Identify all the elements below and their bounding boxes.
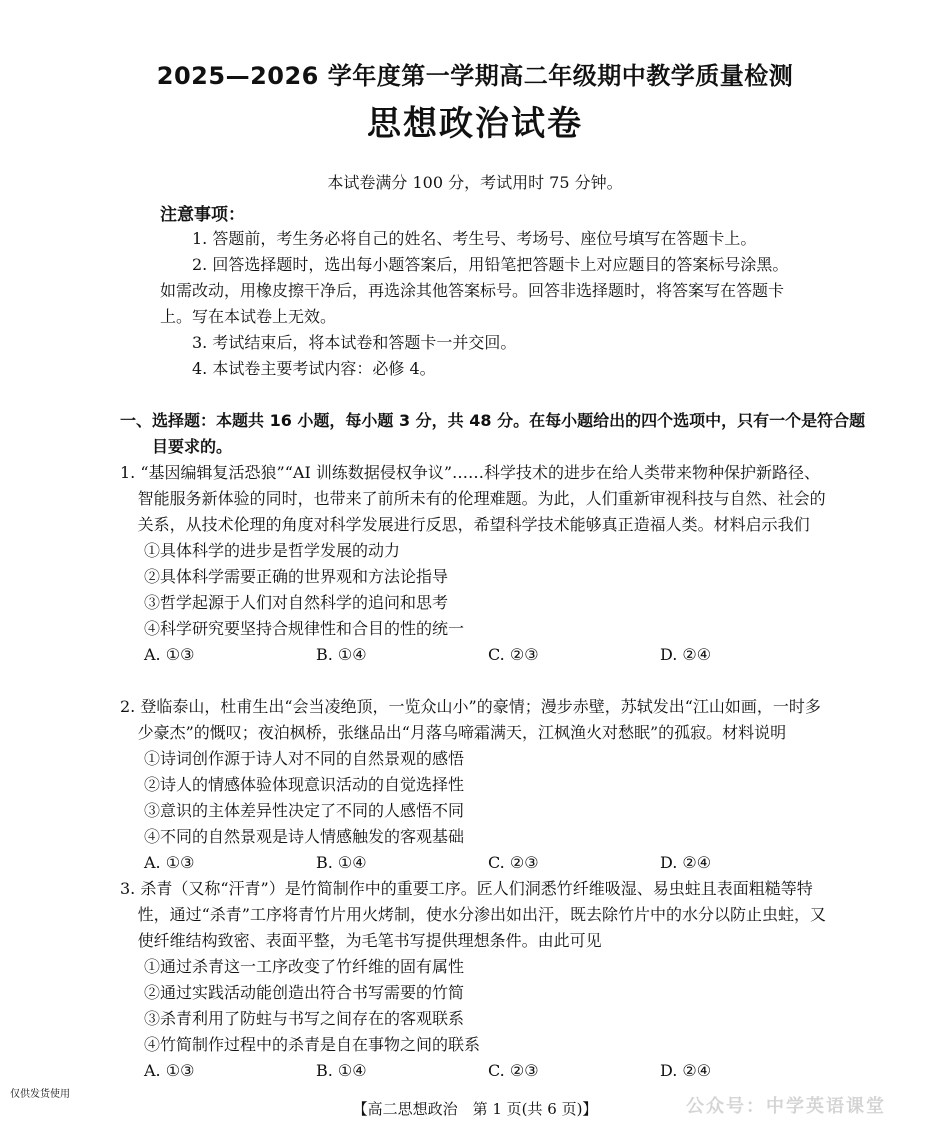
note-item: 4. 本试卷主要考试内容：必修 4。 [192,359,436,378]
question-2 [120,694,832,876]
option-a: A. ①③ [144,645,195,664]
answer-options [120,642,832,668]
option-b: B. ①④ [316,853,367,872]
option-d: D. ②④ [660,1061,712,1080]
option-a: A. ①③ [144,1061,195,1080]
exam-meta: 本试卷满分 100 分，考试用时 75 分钟。 [327,173,623,192]
question-stem: 3. 杀青（又称“汗青”）是竹简制作中的重要工序。匠人们洞悉竹纤维吸湿、易虫蛀且表面粗糙等特性，通过“杀青”工序将青竹片用火烤制，使水分渗出如出汗，既去除竹片中的水分以防止虫蛀，又使纤维结构致密、表面平整，为毛笔书写提供理想条件。由此可见 [120,879,826,950]
question-1 [120,460,832,668]
page-footer: 【高二思想政治 第 1 页(共 6 页)】 [352,1100,598,1118]
watermark: 公众号：中学英语课堂 [686,1096,886,1117]
statement: ②通过实践活动能创造出符合书写需要的竹简 [144,983,465,1002]
statement: ④科学研究要坚持合规律性和合目的性的统一 [144,619,465,638]
exam-title: 2025—2026 学年度第一学期高二年级期中教学质量检测 [156,62,794,90]
note-item: 1. 答题前，考生务必将自己的姓名、考生号、考场号、座位号填写在答题卡上。 [192,229,757,248]
statement: ③杀青利用了防蛀与书写之间存在的客观联系 [144,1009,465,1028]
option-a: A. ①③ [144,853,195,872]
statement: ③意识的主体差异性决定了不同的人感悟不同 [144,801,465,820]
statement: ①诗词创作源于诗人对不同的自然景观的感悟 [144,749,465,768]
subject-title: 思想政治试卷 [367,104,583,144]
side-note: 仅供发货使用 [10,1089,70,1100]
question-stem: 2. 登临泰山，杜甫生出“会当凌绝顶，一览众山小”的豪情；漫步赤壁，苏轼发出“江山如画，一时多少豪杰”的慨叹；夜泊枫桥，张继品出“月落乌啼霜满天，江枫渔火对愁眠”的孤寂。材料说明 [120,697,821,742]
statement: ④不同的自然景观是诗人情感触发的客观基础 [144,827,465,846]
note-item: 3. 考试结束后，将本试卷和答题卡一并交回。 [192,333,517,352]
notes-list [160,226,800,382]
section-heading: 一、选择题：本题共 16 小题，每小题 3 分，共 48 分。在每小题给出的四个选项中，只有一个是符合题目要求的。 [120,411,866,456]
option-c: C. ②③ [488,1061,539,1080]
option-d: D. ②④ [660,853,712,872]
answer-options [120,850,832,876]
notes-heading: 注意事项： [160,205,245,225]
statement: ②具体科学需要正确的世界观和方法论指导 [144,567,449,586]
statement: ②诗人的情感体验体现意识活动的自觉选择性 [144,775,465,794]
question-stem: 1. “基因编辑复活恐狼”“AI 训练数据侵权争议”……科学技术的进步在给人类带来物种保护新路径、智能服务新体验的同时，也带来了前所未有的伦理难题。为此，人们重新审视科技与自然、社会的关系，从技术伦理的角度对科学发展进行反思，希望科学技术能够真正造福人类。材料启示我们 [120,463,826,534]
option-d: D. ②④ [660,645,712,664]
note-item: 2. 回答选择题时，选出每小题答案后，用铅笔把答题卡上对应题目的答案标号涂黑。如需改动，用橡皮擦干净后，再选涂其他答案标号。回答非选择题时，将答案写在答题卡上。写在本试卷上无效。 [160,255,789,326]
statement: ①通过杀青这一工序改变了竹纤维的固有属性 [144,957,465,976]
question-3 [120,876,832,1084]
option-c: C. ②③ [488,645,539,664]
option-b: B. ①④ [316,1061,367,1080]
statement: ③哲学起源于人们对自然科学的追问和思考 [144,593,449,612]
option-c: C. ②③ [488,853,539,872]
statement: ①具体科学的进步是哲学发展的动力 [144,541,401,560]
statement: ④竹简制作过程中的杀青是自在事物之间的联系 [144,1035,481,1054]
answer-options [120,1058,832,1084]
option-b: B. ①④ [316,645,367,664]
